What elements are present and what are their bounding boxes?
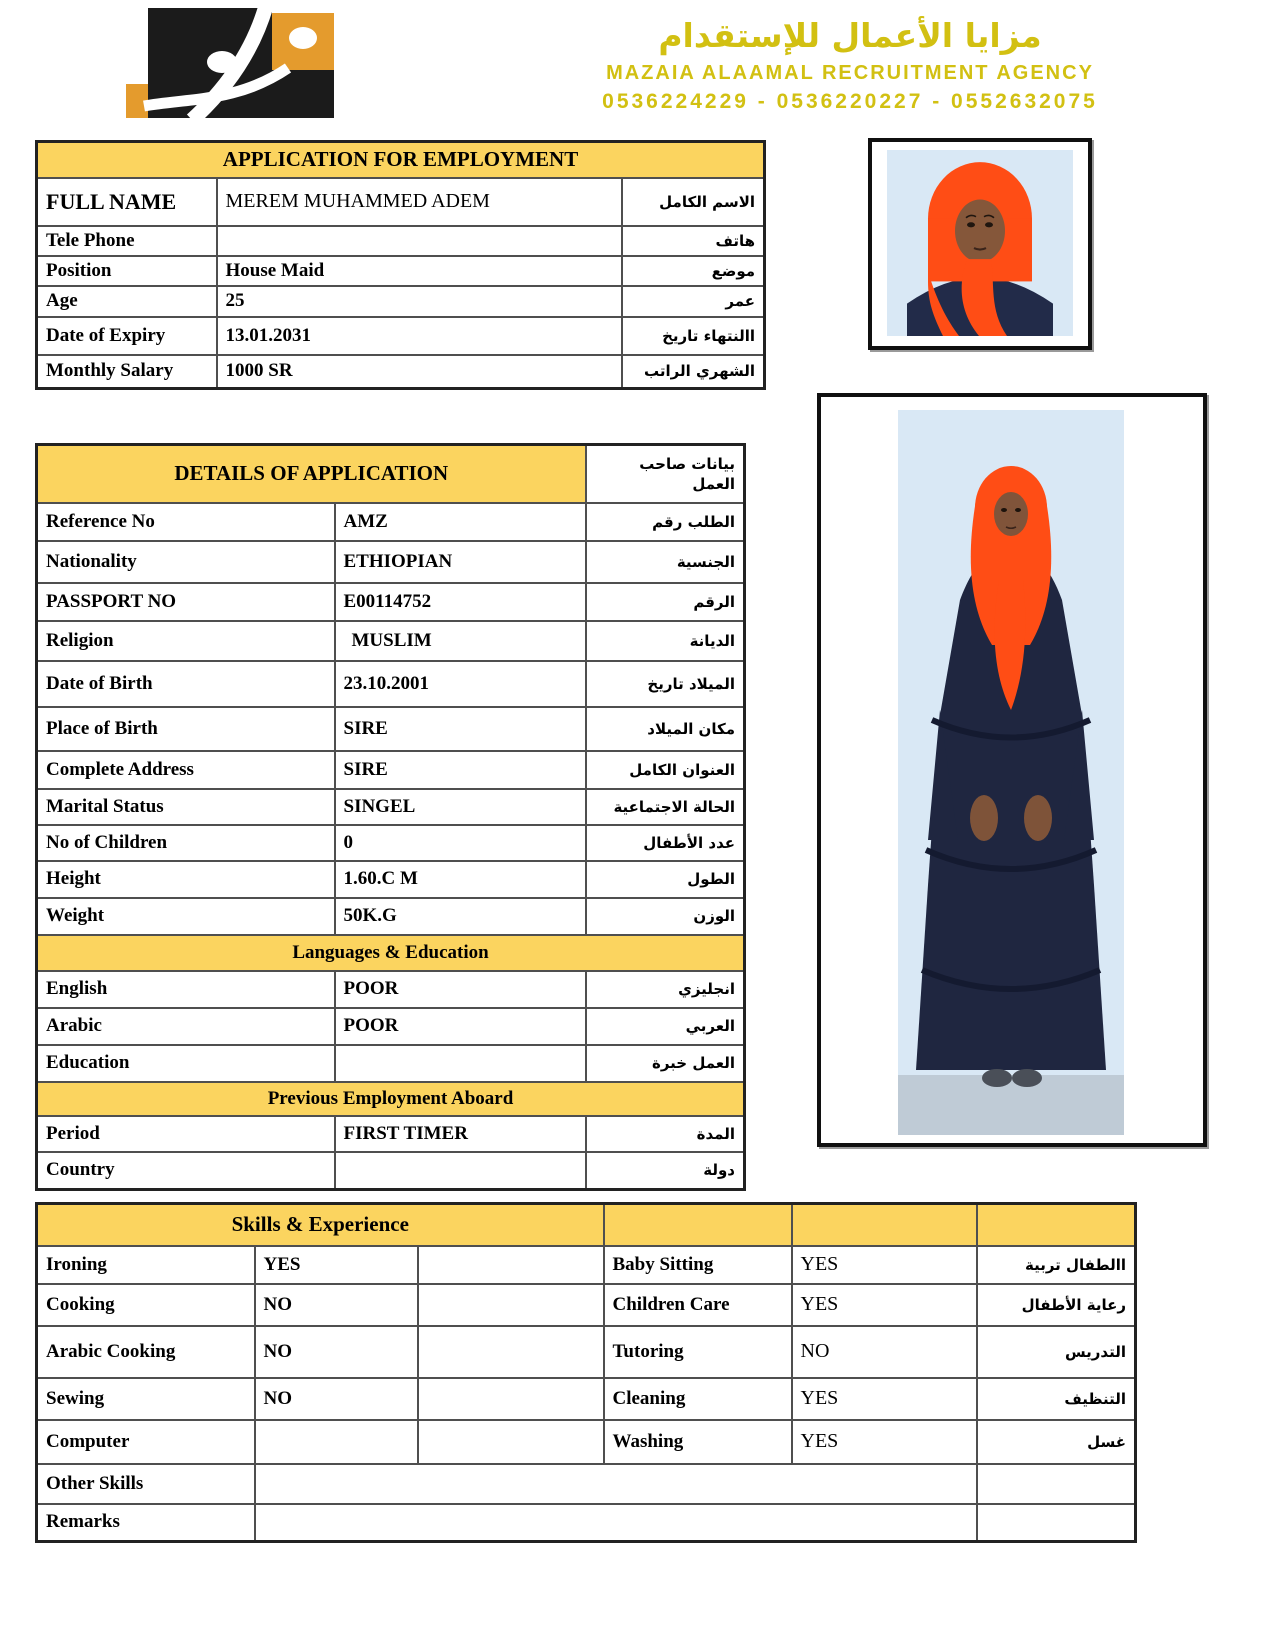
skill-label-arabic: رعاية الأطفال [977,1284,1136,1326]
table-row [37,1008,745,1045]
field-label: Age [37,286,217,317]
table-row [37,861,745,898]
skill-label-arabic: التنظيف [977,1378,1136,1420]
skill-label-arabic: االطفال تربية [977,1246,1136,1284]
field-label: Country [37,1152,335,1190]
table-row [37,707,745,751]
skill-value: YES [792,1378,977,1420]
empty-cell [418,1246,604,1284]
field-value: E00114752 [335,583,586,621]
field-label: Height [37,861,335,898]
field-label: Date of Expiry [37,317,217,355]
details-table-title: DETAILS OF APPLICATION [37,445,586,503]
empty-cell [418,1378,604,1420]
field-value: House Maid [217,256,622,286]
skill-label: Arabic Cooking [37,1326,255,1378]
field-value: POOR [335,1008,586,1045]
empty-cell [418,1284,604,1326]
empty-cell [977,1464,1136,1504]
skill-value: YES [255,1246,418,1284]
table-row [37,1246,1136,1284]
table-row [37,825,745,861]
empty-cell [418,1326,604,1378]
table-row [37,1116,745,1152]
table-row [37,355,765,389]
field-label: Nationality [37,541,335,583]
field-label-arabic: الديانة [586,621,745,661]
field-label-arabic: دولة [586,1152,745,1190]
table-row [37,178,765,226]
field-label-arabic: العربي [586,1008,745,1045]
field-label: Weight [37,898,335,935]
other-skills-value [255,1464,977,1504]
table-row [37,661,745,707]
agency-logo-icon [118,6,358,120]
field-value: FIRST TIMER [335,1116,586,1152]
field-label-arabic: عمر [622,286,765,317]
skill-label: Baby Sitting [604,1246,792,1284]
table-title-row [37,445,745,503]
table-row [37,286,765,317]
field-label: PASSPORT NO [37,583,335,621]
field-label-arabic: انجليزي [586,971,745,1008]
empty-cell [977,1504,1136,1542]
table-row [37,1464,1136,1504]
table-row [37,317,765,355]
field-label-arabic: الوزن [586,898,745,935]
section-header-row [37,935,745,971]
field-label-arabic: هاتف [622,226,765,256]
field-label-arabic: موضع [622,256,765,286]
field-label: Complete Address [37,751,335,789]
table-row [37,1326,1136,1378]
skill-value: NO [255,1378,418,1420]
field-label-arabic: الرقم [586,583,745,621]
details-table [35,443,746,1191]
skill-label: Cooking [37,1284,255,1326]
agency-name-english: MAZAIA ALAAMAL RECRUITMENT AGENCY [606,62,1094,84]
field-value: MEREM MUHAMMED ADEM [217,178,622,226]
field-label: Arabic [37,1008,335,1045]
field-value: POOR [335,971,586,1008]
field-label-arabic: الجنسية [586,541,745,583]
other-skills-label: Other Skills [37,1464,255,1504]
full-body-photo-image [898,410,1124,1135]
field-value [335,1152,586,1190]
field-label-arabic: الشهري الراتب [622,355,765,389]
table-row [37,226,765,256]
field-label: Religion [37,621,335,661]
field-label: Position [37,256,217,286]
table-row [37,1284,1136,1326]
table-row [37,541,745,583]
empty-cell [418,1420,604,1464]
skill-value: YES [792,1420,977,1464]
skill-label: Cleaning [604,1378,792,1420]
field-value: SINGEL [335,789,586,825]
field-label: Education [37,1045,335,1082]
field-value: 25 [217,286,622,317]
field-label: Place of Birth [37,707,335,751]
passport-photo-image [887,150,1073,336]
field-label: Monthly Salary [37,355,217,389]
field-value: SIRE [335,751,586,789]
application-table [35,140,766,390]
table-row [37,1152,745,1190]
table-row [37,898,745,935]
field-value [335,1045,586,1082]
details-table-title-arabic: بيانات صاحب العمل [586,445,745,503]
skill-label: Washing [604,1420,792,1464]
skill-value: YES [792,1284,977,1326]
field-label: No of Children [37,825,335,861]
remarks-label: Remarks [37,1504,255,1542]
field-label-arabic: العمل خبرة [586,1045,745,1082]
skills-table-title: Skills & Experience [37,1204,604,1246]
field-value: AMZ [335,503,586,541]
skill-label: Computer [37,1420,255,1464]
skill-value: NO [255,1326,418,1378]
skills-header-spacer [977,1204,1136,1246]
table-row [37,621,745,661]
field-label-arabic: العنوان الكامل [586,751,745,789]
table-row [37,1045,745,1082]
agency-phone-numbers: 0536224229 - 0536220227 - 0552632075 [602,90,1098,113]
skill-label-arabic: التدريس [977,1326,1136,1378]
field-label-arabic: الحالة الاجتماعية [586,789,745,825]
application-table-title: APPLICATION FOR EMPLOYMENT [37,142,765,178]
table-row [37,751,745,789]
field-label: FULL NAME [37,178,217,226]
section-header-languages: Languages & Education [37,935,745,971]
field-value: SIRE [335,707,586,751]
field-label-arabic: مكان الميلاد [586,707,745,751]
field-value: 23.10.2001 [335,661,586,707]
table-row [37,789,745,825]
field-label: Reference No [37,503,335,541]
field-label-arabic: الميلاد تاريخ [586,661,745,707]
table-row [37,1378,1136,1420]
table-row [37,1420,1136,1464]
skills-header-spacer [604,1204,792,1246]
table-row [37,256,765,286]
table-row [37,971,745,1008]
field-value: MUSLIM [335,621,586,661]
skill-label: Sewing [37,1378,255,1420]
skill-value: NO [255,1284,418,1326]
skills-table [35,1202,1137,1543]
field-label-arabic: المدة [586,1116,745,1152]
field-value: 50K.G [335,898,586,935]
skill-label: Tutoring [604,1326,792,1378]
table-row [37,1504,1136,1542]
remarks-value [255,1504,977,1542]
table-row [37,503,745,541]
field-label-arabic: الطلب رقم [586,503,745,541]
field-label: English [37,971,335,1008]
field-label-arabic: الاسم الكامل [622,178,765,226]
skill-label: Children Care [604,1284,792,1326]
skill-value: YES [792,1246,977,1284]
field-label-arabic: االنتهاء تاريخ [622,317,765,355]
field-label: Date of Birth [37,661,335,707]
field-value [217,226,622,256]
field-label: Marital Status [37,789,335,825]
table-row [37,583,745,621]
field-value: 1000 SR [217,355,622,389]
skill-value: NO [792,1326,977,1378]
section-header-row [37,1082,745,1116]
section-header-previous-employment: Previous Employment Aboard [37,1082,745,1116]
field-value: 13.01.2031 [217,317,622,355]
table-title-row [37,1204,1136,1246]
agency-name-arabic: مزايا الأعمال للإستقدام [658,16,1042,55]
agency-header [530,16,1170,116]
passport-photo [868,138,1092,350]
skill-label-arabic: غسل [977,1420,1136,1464]
full-body-photo [817,393,1207,1147]
field-value: ETHIOPIAN [335,541,586,583]
field-label-arabic: الطول [586,861,745,898]
field-label-arabic: عدد الأطفال [586,825,745,861]
table-title-row [37,142,765,178]
skills-header-spacer [792,1204,977,1246]
skill-value [255,1420,418,1464]
field-label: Period [37,1116,335,1152]
skill-label: Ironing [37,1246,255,1284]
field-value: 0 [335,825,586,861]
field-value: 1.60.C M [335,861,586,898]
field-label: Tele Phone [37,226,217,256]
